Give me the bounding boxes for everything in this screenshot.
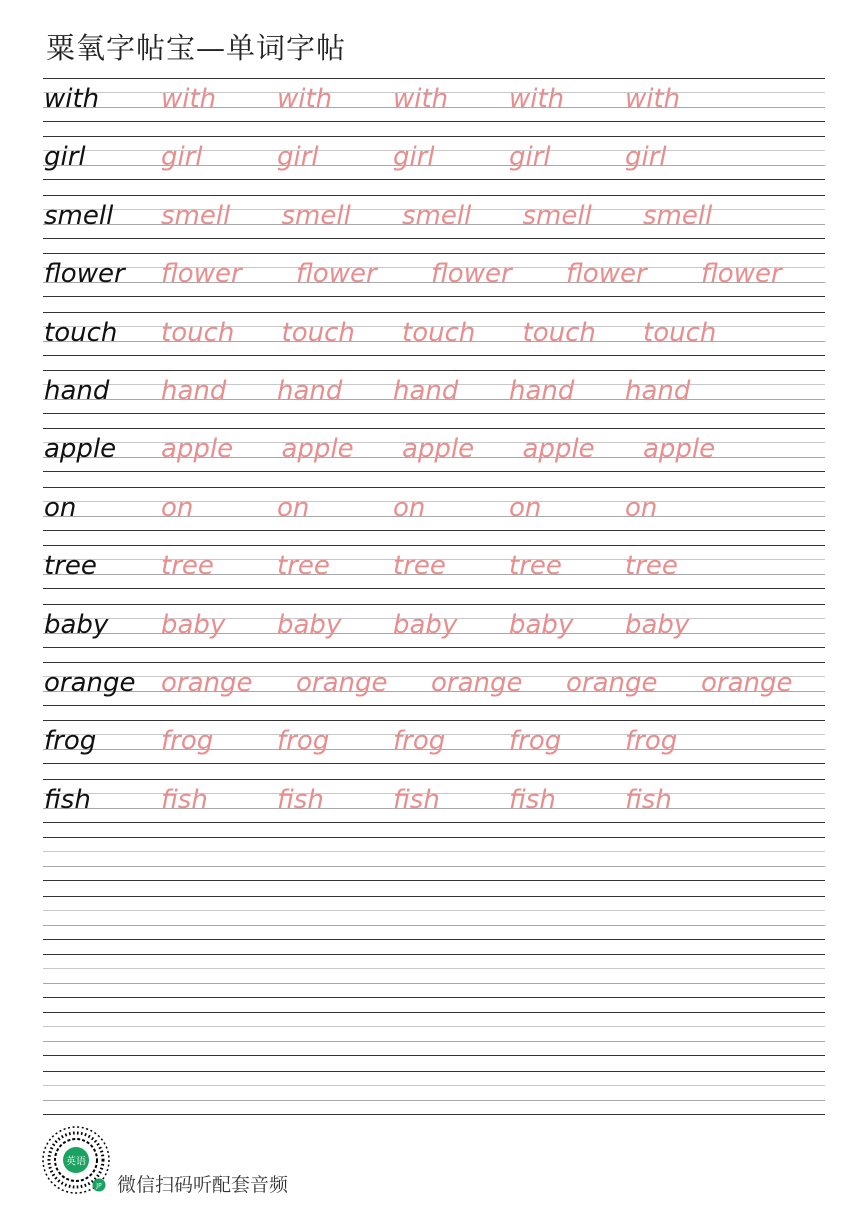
trace-word: apple	[522, 434, 595, 465]
footer-caption: 微信扫码听配套音频	[117, 1174, 289, 1196]
trace-word: smell	[522, 200, 592, 231]
ruling-line	[43, 851, 825, 852]
ruling-line	[43, 763, 825, 764]
trace-word: frog	[393, 726, 446, 757]
word-row	[43, 546, 825, 586]
ruling-line	[43, 238, 825, 239]
ruling-line	[43, 997, 825, 998]
trace-word: baby	[625, 609, 690, 640]
ruling-line	[43, 588, 825, 589]
trace-word: frog	[625, 726, 678, 757]
trace-word: smell	[643, 200, 713, 231]
ruling-line	[43, 1041, 825, 1042]
word-row	[43, 313, 825, 353]
model-word: hand	[44, 376, 110, 406]
word-row	[43, 371, 825, 411]
trace-word: orange	[701, 668, 793, 698]
trace-word: fish	[393, 784, 440, 815]
trace-word: apple	[402, 434, 475, 465]
ruling-line	[43, 939, 825, 940]
model-word: tree	[44, 551, 97, 582]
trace-word: hand	[509, 376, 575, 406]
trace-word: hand	[277, 376, 343, 406]
trace-word: flower	[431, 259, 512, 290]
trace-word: hand	[625, 376, 691, 406]
trace-word: fish	[277, 784, 324, 815]
model-word: apple	[44, 434, 117, 465]
trace-word: orange	[566, 668, 658, 698]
trace-word: touch	[281, 317, 355, 348]
word-row	[43, 663, 825, 703]
trace-word: orange	[296, 668, 388, 698]
trace-word: touch	[402, 317, 476, 348]
qr-badge-text: 英语	[66, 1156, 86, 1168]
trace-word: on	[393, 492, 426, 523]
model-word: orange	[44, 668, 136, 698]
word-row	[43, 721, 825, 761]
model-word: touch	[44, 317, 118, 348]
ruling-line	[43, 121, 825, 122]
trace-word: frog	[277, 726, 330, 757]
ruling-line	[43, 1100, 825, 1101]
trace-word: girl	[277, 142, 319, 173]
model-word: flower	[44, 259, 125, 290]
trace-word: on	[509, 492, 542, 523]
trace-word: tree	[393, 551, 446, 582]
ruling-line	[43, 1071, 825, 1072]
word-row	[43, 196, 825, 236]
model-word: smell	[44, 200, 114, 231]
trace-word: girl	[625, 142, 667, 173]
ruling-line	[43, 705, 825, 706]
word-row	[43, 780, 825, 820]
trace-word: on	[277, 492, 310, 523]
trace-word: baby	[161, 609, 226, 640]
ruling-line	[43, 837, 825, 838]
model-word: frog	[44, 726, 97, 757]
model-word: with	[44, 84, 100, 114]
trace-word: flower	[701, 259, 782, 290]
trace-word: on	[161, 492, 194, 523]
trace-word: tree	[509, 551, 562, 582]
word-row	[43, 79, 825, 119]
ruling-line	[43, 925, 825, 926]
trace-word: smell	[402, 200, 472, 231]
qr-corner-text: JP	[96, 1182, 102, 1190]
footer	[41, 1125, 441, 1200]
trace-word: tree	[625, 551, 678, 582]
model-word: girl	[44, 142, 86, 173]
trace-word: girl	[393, 142, 435, 173]
trace-word: baby	[393, 609, 458, 640]
ruling-line	[43, 179, 825, 180]
trace-word: girl	[509, 142, 551, 173]
ruling-line	[43, 647, 825, 648]
ruling-line	[43, 1085, 825, 1086]
qr-code-icon[interactable]	[41, 1125, 111, 1195]
model-word: baby	[44, 609, 109, 640]
trace-word: smell	[161, 200, 231, 231]
trace-word: flower	[161, 259, 242, 290]
ruling-line	[43, 968, 825, 969]
trace-word: fish	[161, 784, 208, 815]
ruling-line	[43, 355, 825, 356]
ruling-line	[43, 910, 825, 911]
trace-word: with	[161, 84, 217, 114]
trace-word: orange	[431, 668, 523, 698]
trace-word: baby	[277, 609, 342, 640]
ruling-line	[43, 896, 825, 897]
trace-word: touch	[643, 317, 717, 348]
trace-word: tree	[161, 551, 214, 582]
ruling-line	[43, 866, 825, 867]
word-row	[43, 137, 825, 177]
ruling-line	[43, 471, 825, 472]
trace-word: flower	[566, 259, 647, 290]
page-title: 粟氧字帖宝—单词字帖	[46, 31, 347, 65]
trace-word: hand	[161, 376, 227, 406]
trace-word: apple	[281, 434, 354, 465]
trace-word: apple	[161, 434, 234, 465]
trace-word: touch	[522, 317, 596, 348]
word-row	[43, 429, 825, 469]
ruling-line	[43, 822, 825, 823]
trace-word: hand	[393, 376, 459, 406]
trace-word: baby	[509, 609, 574, 640]
word-row	[43, 605, 825, 645]
ruling-line	[43, 880, 825, 881]
trace-word: tree	[277, 551, 330, 582]
word-row	[43, 488, 825, 528]
ruling-line	[43, 413, 825, 414]
trace-word: on	[625, 492, 658, 523]
trace-word: fish	[625, 784, 672, 815]
trace-word: girl	[161, 142, 203, 173]
ruling-line	[43, 1026, 825, 1027]
trace-word: with	[625, 84, 681, 114]
trace-word: with	[393, 84, 449, 114]
trace-word: with	[277, 84, 333, 114]
trace-word: fish	[509, 784, 556, 815]
trace-word: touch	[161, 317, 235, 348]
model-word: on	[44, 492, 77, 523]
ruling-line	[43, 954, 825, 955]
trace-word: smell	[281, 200, 351, 231]
trace-word: frog	[161, 726, 214, 757]
trace-word: with	[509, 84, 565, 114]
ruling-line	[43, 1114, 825, 1115]
ruling-line	[43, 296, 825, 297]
word-row	[43, 254, 825, 294]
ruling-line	[43, 983, 825, 984]
ruling-line	[43, 530, 825, 531]
trace-word: apple	[643, 434, 716, 465]
trace-word: orange	[161, 668, 253, 698]
ruling-line	[43, 1012, 825, 1013]
trace-word: flower	[296, 259, 377, 290]
model-word: fish	[44, 784, 91, 815]
trace-word: frog	[509, 726, 562, 757]
ruling-line	[43, 1055, 825, 1056]
